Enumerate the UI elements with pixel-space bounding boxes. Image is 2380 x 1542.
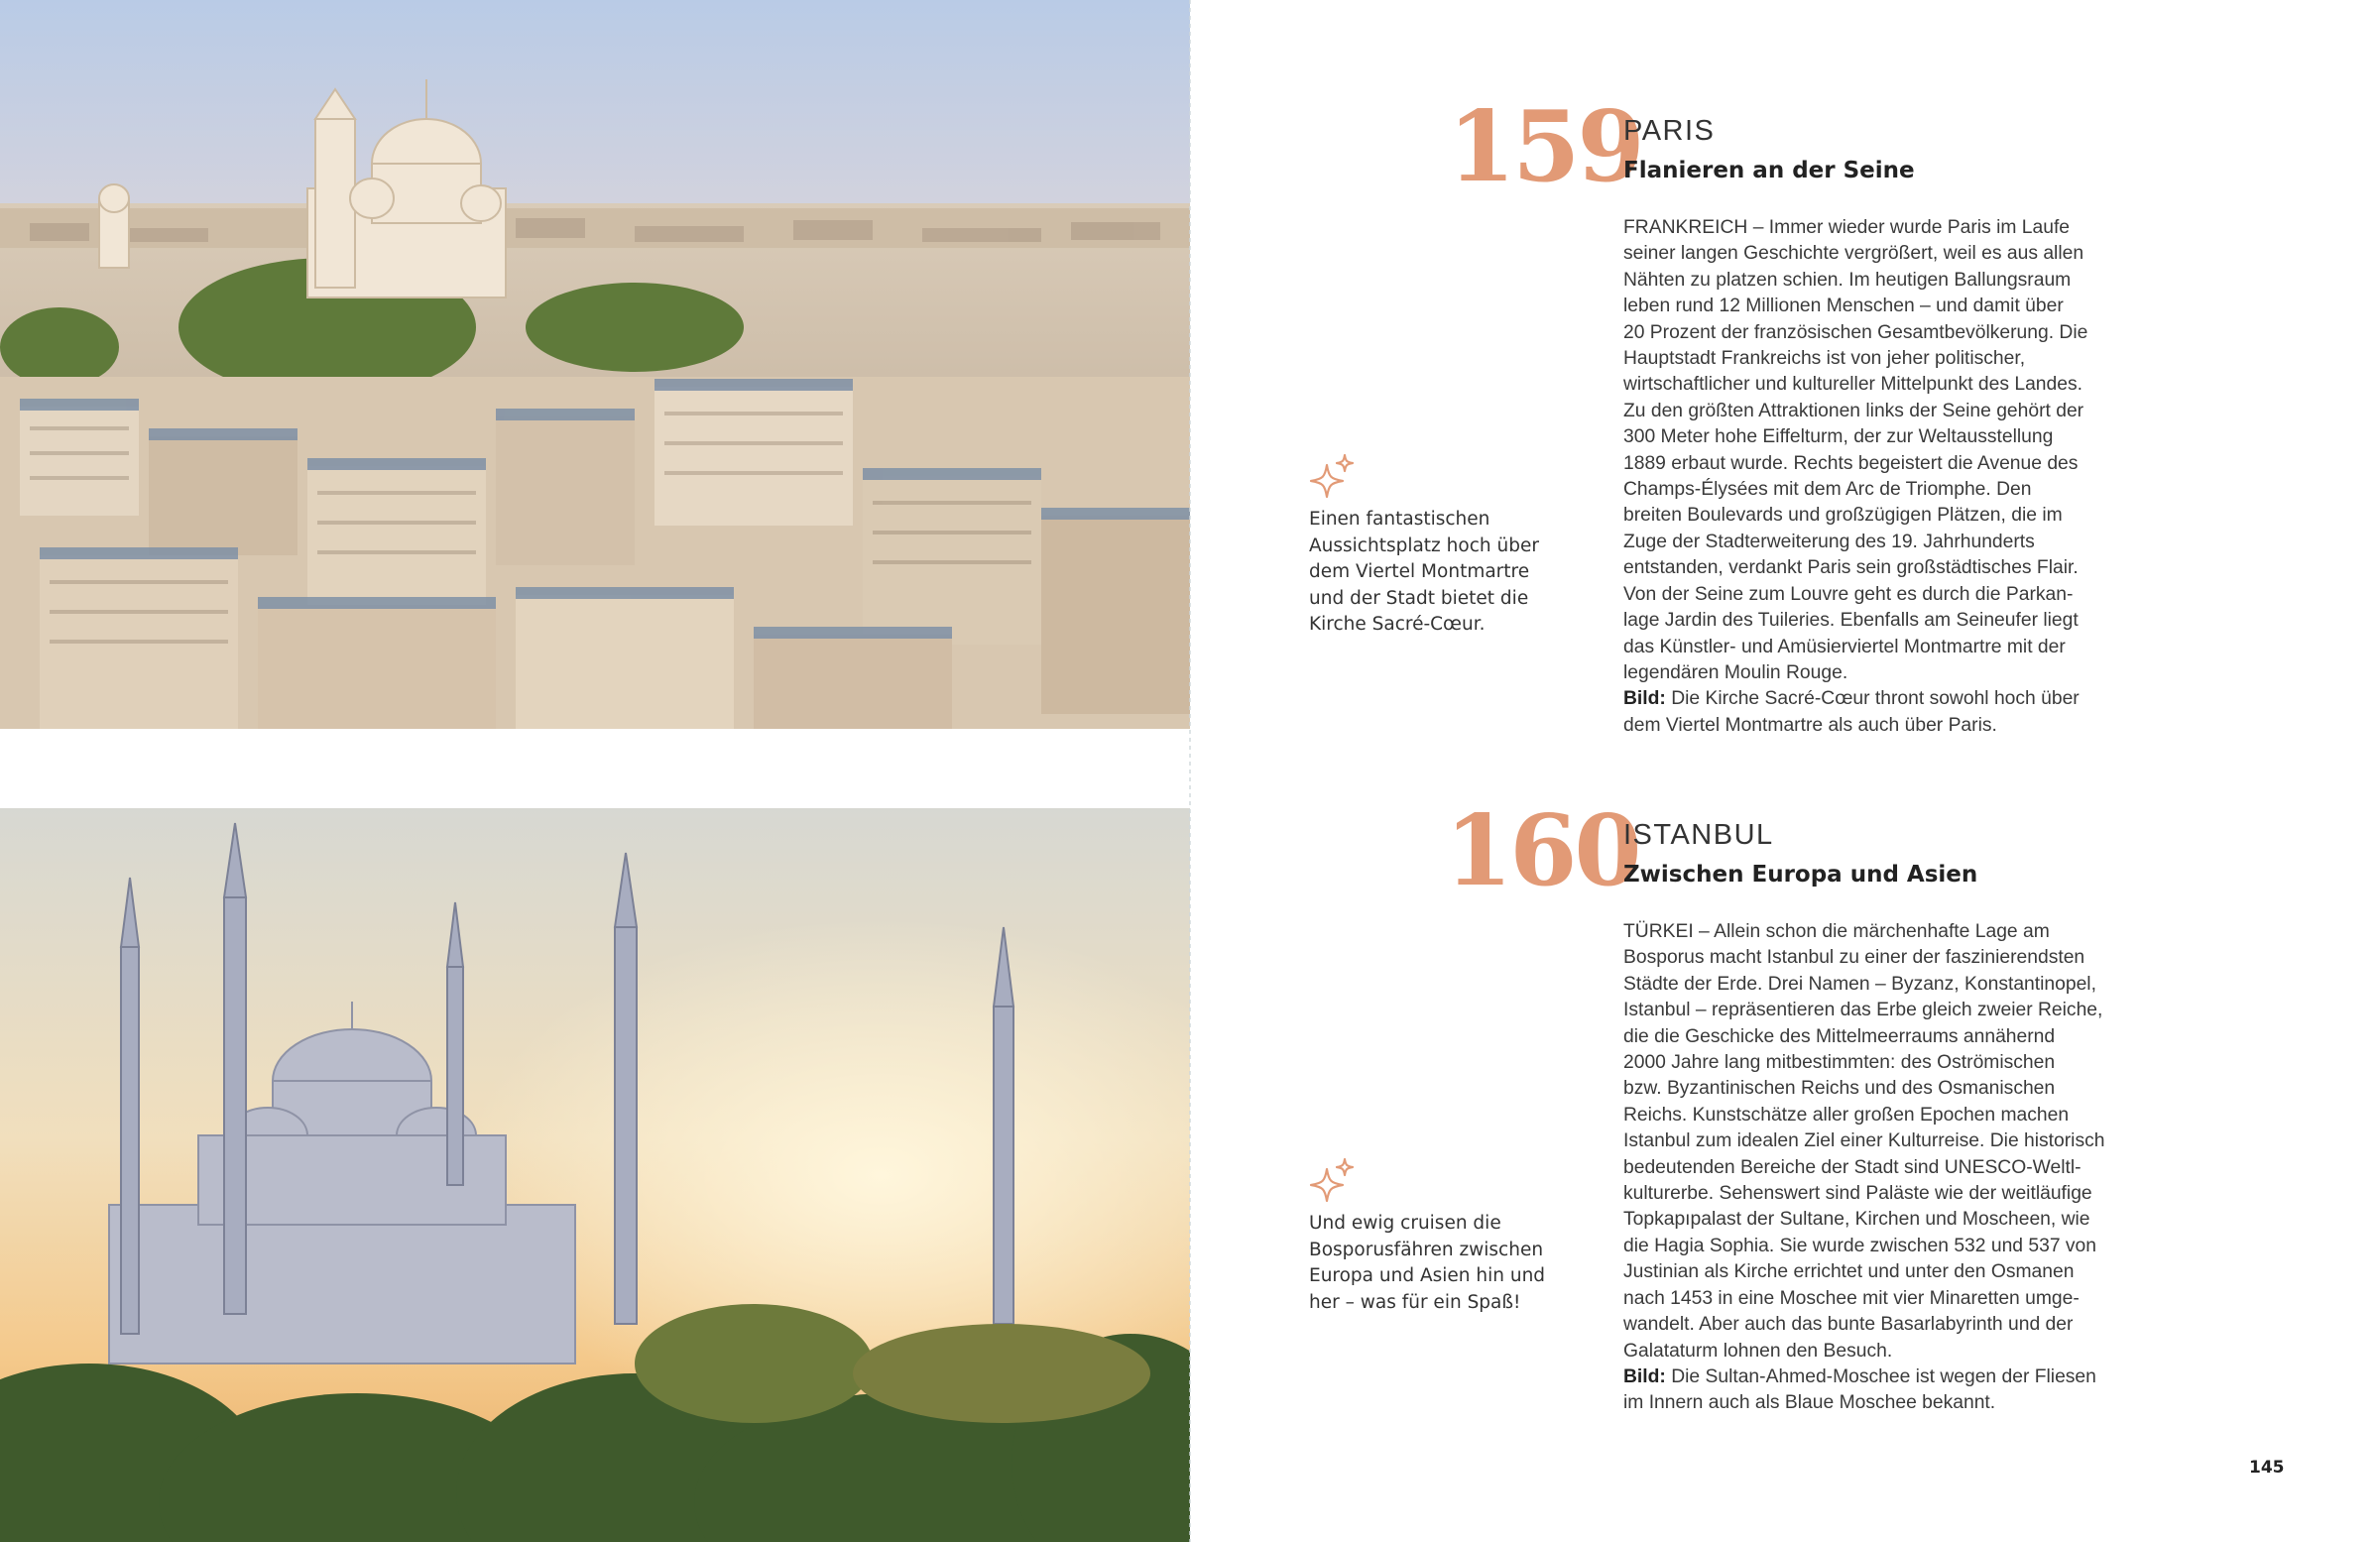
body-line: FRANKREICH – Immer wieder wurde Paris im Laufe — [1623, 217, 2071, 238]
sparkle-icon — [1307, 1155, 1359, 1207]
body-line: die Hagia Sophia. Sie wurde zwischen 532 und 537 von — [1623, 1235, 2096, 1256]
sidenote-line: Kirche Sacré-Cœur. — [1309, 614, 1486, 635]
body-line: Zuge der Stadterweiterung des 19. Jahrhunderts — [1623, 531, 2035, 552]
entry-city: ISTANBUL — [1623, 819, 1774, 851]
body-line: Justinian als Kirche errichtet und unter den Osmanen — [1623, 1261, 2075, 1283]
book-spine — [1189, 0, 1191, 1542]
body-line: breiten Boulevards und großzügigen Plätzen, die im — [1623, 505, 2063, 527]
caption-text: Die Kirche Sacré-Cœur thront sowohl hoch über — [1665, 688, 2080, 710]
sidenote-line: Einen fantastischen — [1309, 509, 1490, 530]
body-line: Von der Seine zum Louvre geht es durch die Parkan- — [1623, 583, 2074, 605]
body-line: kulturerbe. Sehenswert sind Paläste wie der weitläufige — [1623, 1183, 2092, 1205]
photo-istanbul-blue-mosque — [0, 808, 1190, 1542]
page-number: 145 — [2249, 1458, 2285, 1478]
caption-label: Bild: — [1623, 1365, 1666, 1387]
body-line: bedeutenden Bereiche der Stadt sind UNESCO-Weltl- — [1623, 1156, 2082, 1178]
sidenote-line: Und ewig cruisen die — [1309, 1213, 1501, 1234]
body-line: Istanbul – repräsentieren das Erbe gleich zweier Reiche, — [1623, 1000, 2103, 1021]
body-line: lage Jardin des Tuileries. Ebenfalls am Seineufer liegt — [1623, 610, 2079, 632]
sidenote-line: Europa und Asien hin und — [1309, 1265, 1546, 1286]
caption-line — [1623, 1364, 2298, 1390]
entry-number: 160 — [1445, 794, 1639, 908]
sidenote-line: dem Viertel Montmartre — [1309, 561, 1530, 582]
caption-label: Bild: — [1623, 688, 1666, 710]
body-line: wirtschaftlicher und kultureller Mittelpunkt des Landes. — [1623, 374, 2082, 396]
entry-istanbul — [1623, 818, 2298, 1417]
body-line: Reichs. Kunstschätze aller großen Epochen machen — [1623, 1104, 2070, 1126]
body-line: Galataturm lohnen den Besuch. — [1623, 1340, 1893, 1362]
body-line: Hauptstadt Frankreichs ist von jeher politischer, — [1623, 348, 2026, 370]
body-line: TÜRKEI – Allein schon die märchenhafte Lage am — [1623, 921, 2050, 942]
body-line: Champs-Élysées mit dem Arc de Triomphe. Den — [1623, 479, 2032, 501]
body-line: 2000 Jahre lang mitbestimmten: des Oströmischen — [1623, 1052, 2056, 1074]
entry-subtitle: Flanieren an der Seine — [1623, 158, 1915, 183]
caption-line: im Innern auch als Blaue Moschee bekannt. — [1623, 1392, 1996, 1414]
body-line: entstanden, verdankt Paris sein großstädtisches Flair. — [1623, 557, 2079, 579]
entry-body — [1623, 215, 2298, 739]
sparkle-icon — [1307, 451, 1359, 503]
body-line: bzw. Byzantinischen Reichs und des Osmanischen — [1623, 1078, 2056, 1100]
body-line: Bosporus macht Istanbul zu einer der faszinierendsten — [1623, 947, 2085, 969]
body-line: legendären Moulin Rouge. — [1623, 661, 1848, 683]
entry-paris — [1623, 114, 2298, 739]
sidenote-paris — [1307, 451, 1565, 639]
body-line: wandelt. Aber auch das bunte Basarlabyrinth und der — [1623, 1314, 2074, 1336]
caption-line — [1623, 686, 2298, 712]
caption-line: dem Viertel Montmartre als auch über Paris. — [1623, 714, 1997, 736]
body-line: 1889 erbaut wurde. Rechts begeistert die Avenue des — [1623, 452, 2079, 474]
body-line: seiner langen Geschichte vergrößert, weil es aus allen — [1623, 243, 2084, 265]
entry-body — [1623, 919, 2298, 1417]
sidenote-line: her – was für ein Spaß! — [1309, 1291, 1521, 1313]
body-line: Istanbul zum idealen Ziel einer Kulturreise. Die historisch — [1623, 1130, 2105, 1152]
body-line: Nähten zu platzen schien. Im heutigen Ballungsraum — [1623, 269, 2072, 291]
body-line: das Künstler- und Amüsierviertel Montmartre mit der — [1623, 636, 2066, 657]
sidenote-line: und der Stadt bietet die — [1309, 587, 1529, 609]
entry-city: PARIS — [1623, 115, 1716, 147]
sidenote-line: Aussichtsplatz hoch über — [1309, 534, 1539, 556]
body-line: Zu den größten Attraktionen links der Seine gehört der — [1623, 400, 2084, 421]
caption-text: Die Sultan-Ahmed-Moschee ist wegen der Fliesen — [1665, 1365, 2096, 1387]
body-line: Topkapıpalast der Sultane, Kirchen und Moscheen, wie — [1623, 1209, 2090, 1231]
body-line: Städte der Erde. Drei Namen – Byzanz, Konstantinopel, — [1623, 973, 2096, 995]
body-line: die die Geschicke des Mittelmeerraums annähernd — [1623, 1025, 2056, 1047]
body-line: nach 1453 in eine Moschee mit vier Minaretten umge- — [1623, 1287, 2080, 1309]
sidenote-line: Bosporusfähren zwischen — [1309, 1239, 1544, 1260]
body-line: leben rund 12 Millionen Menschen – und damit über — [1623, 296, 2064, 317]
entry-subtitle: Zwischen Europa und Asien — [1623, 862, 1978, 888]
body-line: 20 Prozent der französischen Gesamtbevölkerung. Die — [1623, 321, 2088, 343]
entry-number: 159 — [1448, 90, 1642, 204]
sidenote-istanbul — [1307, 1155, 1565, 1316]
photo-paris-sacre-coeur — [0, 0, 1190, 729]
body-line: 300 Meter hohe Eiffelturm, der zur Weltausstellung — [1623, 426, 2054, 448]
